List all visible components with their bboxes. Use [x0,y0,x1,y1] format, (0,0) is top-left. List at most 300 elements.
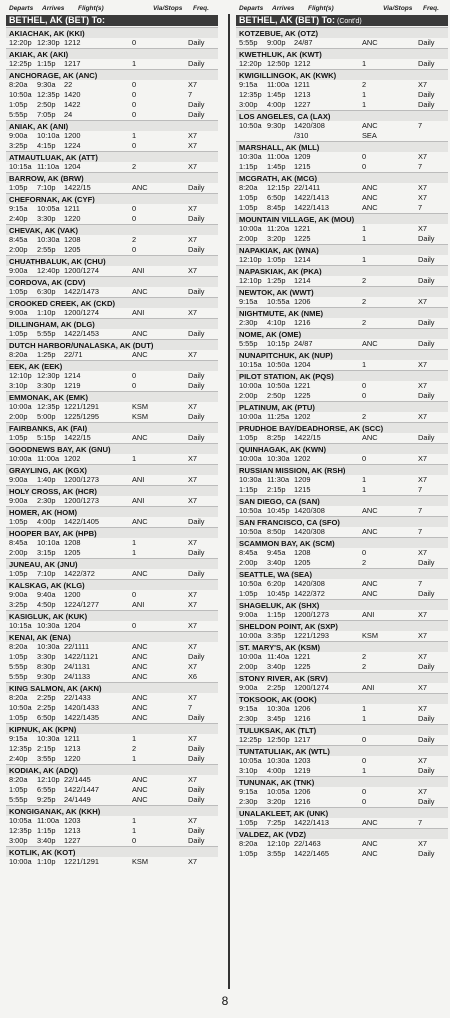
arrive-time: 1:15p [267,610,286,619]
via-stops: 0 [362,548,367,557]
via-stops: 0 [132,836,137,845]
arrive-time: 6:50p [267,193,286,202]
arrive-time: 4:00p [267,766,286,775]
depart-time: 1:05p [239,818,258,827]
via-stops: 0 [132,90,137,99]
arrive-time: 3:40p [267,662,286,671]
frequency: X7 [188,475,198,484]
depart-time: 10:30a [239,475,262,484]
frequency: X7 [188,662,198,671]
destination-heading: STONY RIVER, AK (SRV) [236,672,448,683]
arrive-time: 10:45p [267,506,290,515]
flight-row [6,548,218,558]
via-stops: 0 [132,245,137,254]
depart-time: 1:05p [9,329,28,338]
flight-row [236,766,448,776]
frequency: Daily [188,795,205,804]
flight-row [6,287,218,297]
via-stops: 1 [132,734,137,743]
destination-heading: KASIGLUK, AK (KUK) [6,610,218,621]
flight-row [236,80,448,90]
frequency: X7 [418,412,428,421]
flight-row [236,589,448,599]
via-stops: 2 [362,80,367,89]
frequency: Daily [188,744,205,753]
via-stops: ANC [132,713,148,722]
flight-row [236,391,448,401]
frequency: Daily [188,412,205,421]
arrive-time: 3:20p [267,797,286,806]
via-stops: ANC [362,121,378,130]
flight-row [6,266,218,276]
via-stops: 2 [362,558,367,567]
depart-time: 2:00p [239,234,258,243]
via-stops: ANI [132,475,145,484]
via-stops: 1 [362,485,367,494]
flight-row [6,381,218,391]
frequency: X7 [418,652,428,661]
destination-heading: SCAMMON BAY, AK (SCM) [236,537,448,548]
flight-number: 1422 [64,100,81,109]
arrive-time: 9:25p [37,795,56,804]
frequency: X7 [188,350,198,359]
via-stops: ANC [132,662,148,671]
header-flights: Flight(s) [308,5,334,12]
depart-time: 10:00a [9,857,32,866]
via-stops: ANC [132,287,148,296]
destination-heading: GOODNEWS BAY, AK (GNU) [6,443,218,454]
arrive-time: 3:30p [37,381,56,390]
frequency: Daily [418,339,435,348]
depart-time: 10:00a [239,631,262,640]
flight-number: 1214 [64,371,81,380]
arrive-time: 11:00a [37,816,60,825]
frequency: X7 [188,162,198,171]
frequency: X7 [418,80,428,89]
arrive-time: 10:30a [37,642,60,651]
destination-heading: KONGIGANAK, AK (KKH) [6,805,218,816]
destination-heading: QUINHAGAK, AK (KWN) [236,443,448,454]
via-stops: SEA [362,131,377,140]
frequency: Daily [188,287,205,296]
flight-number: 1422/1413 [294,193,329,202]
flight-row [236,100,448,110]
via-stops: ANI [132,308,145,317]
frequency: Daily [188,785,205,794]
header-freq: Freq. [423,5,439,12]
flight-number: 1227 [64,836,81,845]
via-stops: ANC [362,527,378,536]
depart-time: 2:40p [9,214,28,223]
flight-row [6,214,218,224]
arrive-time: 4:10p [267,318,286,327]
via-stops: 2 [362,276,367,285]
arrive-time: 11:40a [267,652,290,661]
destination-heading: CHUATHBALUK, AK (CHU) [6,255,218,266]
frequency: Daily [418,90,435,99]
arrive-time: 3:20p [267,234,286,243]
frequency: Daily [418,766,435,775]
flight-row [6,245,218,255]
via-stops: 0 [362,787,367,796]
frequency: Daily [418,38,435,47]
flight-number: 1211 [64,204,80,213]
flight-row [6,204,218,214]
arrive-time: 10:50a [267,381,290,390]
flight-number: 1220 [64,214,81,223]
flight-row [236,276,448,286]
arrive-time: 2:25p [37,693,56,702]
arrive-time: 2:15p [37,744,56,753]
frequency: 7 [418,121,423,130]
flight-row [6,642,218,652]
destination-heading: PRUDHOE BAY/DEADHORSE, AK (SCC) [236,422,448,433]
frequency: Daily [188,245,205,254]
destination-heading: CHEFORNAK, AK (CYF) [6,193,218,204]
flight-row [6,590,218,600]
flight-number: 1420/308 [294,121,325,130]
arrive-time: 11:10a [37,162,60,171]
depart-time: 5:55p [9,672,28,681]
flight-row [6,754,218,764]
flight-number: 1200/1273 [294,610,329,619]
depart-time: 9:15a [9,734,28,743]
frequency: Daily [418,797,435,806]
depart-time: 3:10p [239,766,258,775]
arrive-time: 3:35p [267,631,286,640]
frequency: X7 [418,631,428,640]
via-stops: KSM [362,631,379,640]
destination-heading: NAPASKIAK, AK (PKA) [236,265,448,276]
arrive-time: 5:55p [37,329,56,338]
via-stops: ANC [362,339,378,348]
depart-time: 1:05p [9,183,28,192]
via-stops: 2 [362,412,367,421]
flight-number: 1422/1413 [294,818,329,827]
flight-row [236,475,448,485]
arrive-time: 4:00p [37,517,56,526]
arrive-time: 10:30a [37,621,60,630]
depart-time: 2:40p [9,754,28,763]
depart-time: 9:00a [9,475,28,484]
arrive-time: 10:10a [37,538,60,547]
depart-time: 9:00a [9,131,28,140]
depart-time: 1:05p [9,713,28,722]
flight-row [6,569,218,579]
depart-time: 8:20a [239,183,258,192]
frequency: X7 [418,839,428,848]
frequency: Daily [188,110,205,119]
depart-time: 12:25p [9,59,32,68]
via-stops: 0 [132,100,137,109]
flight-row [236,59,448,69]
arrive-time: 9:45a [267,548,286,557]
via-stops: 0 [362,735,367,744]
depart-time: 12:10p [9,371,32,380]
flight-number: 1206 [294,787,311,796]
arrive-time: 6:55p [37,785,56,794]
flight-row [236,849,448,859]
flight-number: 1221 [294,224,311,233]
arrive-time: 4:50p [37,600,56,609]
arrive-time: 12:30p [37,38,60,47]
frequency: 7 [188,90,193,99]
arrive-time: 4:00p [267,100,286,109]
flight-number: 1212 [64,38,81,47]
header-departs: Departs [239,5,264,12]
depart-time: 8:20a [9,80,28,89]
arrive-time: 8:50p [267,527,286,536]
arrive-time: 10:05a [267,787,290,796]
arrive-time: 6:50p [37,713,56,722]
via-stops: 2 [362,662,367,671]
arrive-time: 4:15p [37,141,56,150]
depart-time: 1:15p [239,162,258,171]
via-stops: ANC [362,193,378,202]
flight-row [6,80,218,90]
flight-row [236,234,448,244]
destination-heading: KING SALMON, AK (AKN) [6,682,218,693]
flight-number: 1200/1274 [64,308,99,317]
header-freq: Freq. [193,5,209,12]
via-stops: ANC [132,693,148,702]
depart-time: 9:15a [9,204,28,213]
arrive-time: 6:20p [267,579,286,588]
frequency: X7 [188,600,198,609]
via-stops: ANC [132,785,148,794]
depart-time: 5:55p [239,38,258,47]
flight-number: 1211 [294,80,310,89]
via-stops: ANC [362,849,378,858]
frequency: Daily [418,59,435,68]
depart-time: 10:50a [9,90,32,99]
flight-number: 1420 [64,90,81,99]
frequency: X7 [418,610,428,619]
arrive-time: 3:40p [37,836,56,845]
via-stops: ANC [132,517,148,526]
destination-heading: KWETHLUK, AK (KWT) [236,48,448,59]
destination-heading: KOTZEBUE, AK (OTZ) [236,27,448,38]
depart-time: 9:00a [9,496,28,505]
via-stops: 2 [362,652,367,661]
destination-heading: KODIAK, AK (ADQ) [6,764,218,775]
flight-number: 1227 [294,100,311,109]
depart-time: 2:30p [239,318,258,327]
depart-time: 9:15a [239,80,258,89]
flight-row [236,631,448,641]
depart-time: 1:05p [9,100,28,109]
destination-heading: DILLINGHAM, AK (DLG) [6,318,218,329]
via-stops: ANC [132,329,148,338]
flight-row [6,734,218,744]
via-stops: 0 [362,756,367,765]
flight-number: 1422/372 [64,569,95,578]
flight-row [236,152,448,162]
arrive-time: 11:20a [267,224,290,233]
arrive-time: 7:10p [37,183,56,192]
frequency: X7 [418,381,428,390]
flight-row [6,162,218,172]
frequency: 7 [418,527,423,536]
flight-number: 1420/308 [294,506,325,515]
via-stops: ANC [132,775,148,784]
flight-row [6,59,218,69]
flight-row [6,183,218,193]
depart-time: 2:00p [239,662,258,671]
flight-row [236,714,448,724]
frequency: 7 [418,485,423,494]
depart-time: 1:05p [239,589,258,598]
flight-row [236,548,448,558]
destination-heading: NUNAPITCHUK, AK (NUP) [236,349,448,360]
destination-heading: HOOPER BAY, AK (HPB) [6,527,218,538]
via-stops: ANC [132,433,148,442]
arrive-time: 2:50p [37,100,56,109]
via-stops: ANC [362,579,378,588]
flight-number: 1206 [294,297,311,306]
via-stops: ANC [132,672,148,681]
destination-heading: NIGHTMUTE, AK (NME) [236,307,448,318]
flight-row [236,787,448,797]
frequency: Daily [188,59,205,68]
destination-heading: NAPAKIAK, AK (WNA) [236,244,448,255]
via-stops: 1 [132,454,137,463]
frequency: X6 [188,672,198,681]
depart-time: 10:15a [239,360,262,369]
flight-number: 24/87 [294,339,313,348]
destination-heading: SEATTLE, WA (SEA) [236,568,448,579]
frequency: Daily [188,517,205,526]
via-stops: 0 [362,797,367,806]
depart-time: 10:00a [239,381,262,390]
depart-time: 3:00p [239,100,258,109]
arrive-time: 1:25p [37,350,56,359]
header-flights: Flight(s) [78,5,104,12]
flight-number: 22/1463 [294,839,321,848]
flight-number: 1225 [294,391,311,400]
destination-heading: AKIACHAK, AK (KKI) [6,27,218,38]
depart-time: 10:00a [239,224,262,233]
destination-heading: CROOKED CREEK, AK (CKD) [6,297,218,308]
via-stops: ANC [132,642,148,651]
destination-heading: NEWTOK, AK (WWT) [236,286,448,297]
flight-row [6,329,218,339]
via-stops: 1 [132,754,137,763]
arrive-time: 3:45p [267,714,286,723]
flight-row [236,381,448,391]
via-stops: 0 [362,152,367,161]
flight-row [236,255,448,265]
flight-row [236,162,448,172]
via-stops: 0 [132,38,137,47]
flight-row [236,683,448,693]
frequency: Daily [188,569,205,578]
flight-number: 1422/372 [294,589,325,598]
flight-number: 1221/1293 [294,631,329,640]
destination-heading: KIPNUK, AK (KPN) [6,723,218,734]
flight-number: 1221 [294,381,311,390]
frequency: Daily [418,234,435,243]
depart-time: 2:00p [239,558,258,567]
via-stops: 1 [362,766,367,775]
destination-heading: TULUKSAK, AK (TLT) [236,724,448,735]
depart-time: 10:30a [239,152,262,161]
flight-number: 1213 [64,744,81,753]
depart-time: 9:15a [239,704,258,713]
arrive-time: 9:30a [37,80,56,89]
arrive-time: 12:15p [267,183,290,192]
frequency: Daily [418,662,435,671]
destination-heading: PILOT STATION, AK (PQS) [236,370,448,381]
schedule-column-left [6,15,218,867]
flight-number: 1200/1274 [294,683,329,692]
depart-time: 10:50a [239,527,262,536]
via-stops: ANC [132,795,148,804]
flight-row [6,621,218,631]
frequency: X7 [418,297,428,306]
flight-number: 1200/1274 [64,266,99,275]
destination-heading: BARROW, AK (BRW) [6,172,218,183]
depart-time: 1:05p [9,569,28,578]
flight-row [6,713,218,723]
depart-time: 1:05p [239,203,258,212]
arrive-time: 11:25a [267,412,290,421]
origin-band [6,15,218,26]
via-stops: 0 [132,110,137,119]
frequency: Daily [188,183,205,192]
via-stops: 0 [362,381,367,390]
flight-row [6,141,218,151]
destination-heading: MOUNTAIN VILLAGE, AK (MOU) [236,213,448,224]
flight-number: 1420/308 [294,579,325,588]
flight-number: 22/1111 [64,642,90,651]
destination-heading: AKIAK, AK (AKI) [6,48,218,59]
origin-title: BETHEL, AK (BET) To: [239,15,335,25]
flight-row [236,433,448,443]
flight-number: 1212 [294,59,311,68]
flight-row [6,131,218,141]
flight-number: 1209 [294,475,311,484]
frequency: X7 [418,548,428,557]
flight-number: 1219 [64,381,81,390]
flight-number: 1422/1465 [294,849,329,858]
frequency: Daily [188,371,205,380]
via-stops: ANC [362,839,378,848]
flight-number: 1208 [294,548,311,557]
flight-row [236,454,448,464]
flight-row [236,131,448,141]
arrive-time: 1:15p [37,826,56,835]
flight-number: 1422/15 [64,433,91,442]
via-stops: 0 [362,162,367,171]
frequency: Daily [188,100,205,109]
frequency: X7 [188,131,198,140]
flight-row [6,90,218,100]
flight-number: 1202 [64,454,81,463]
frequency: X7 [188,693,198,702]
frequency: Daily [188,713,205,722]
arrive-time: 10:15p [267,339,290,348]
flight-row [236,224,448,234]
depart-time: 12:35p [9,826,32,835]
flight-row [236,339,448,349]
depart-time: 1:05p [239,433,258,442]
arrive-time: 8:45p [267,203,286,212]
destination-heading: DUTCH HARBOR/UNALASKA, AK (DUT) [6,339,218,350]
flight-row [236,839,448,849]
depart-time: 8:20a [9,642,28,651]
flight-number: 1215 [294,485,311,494]
